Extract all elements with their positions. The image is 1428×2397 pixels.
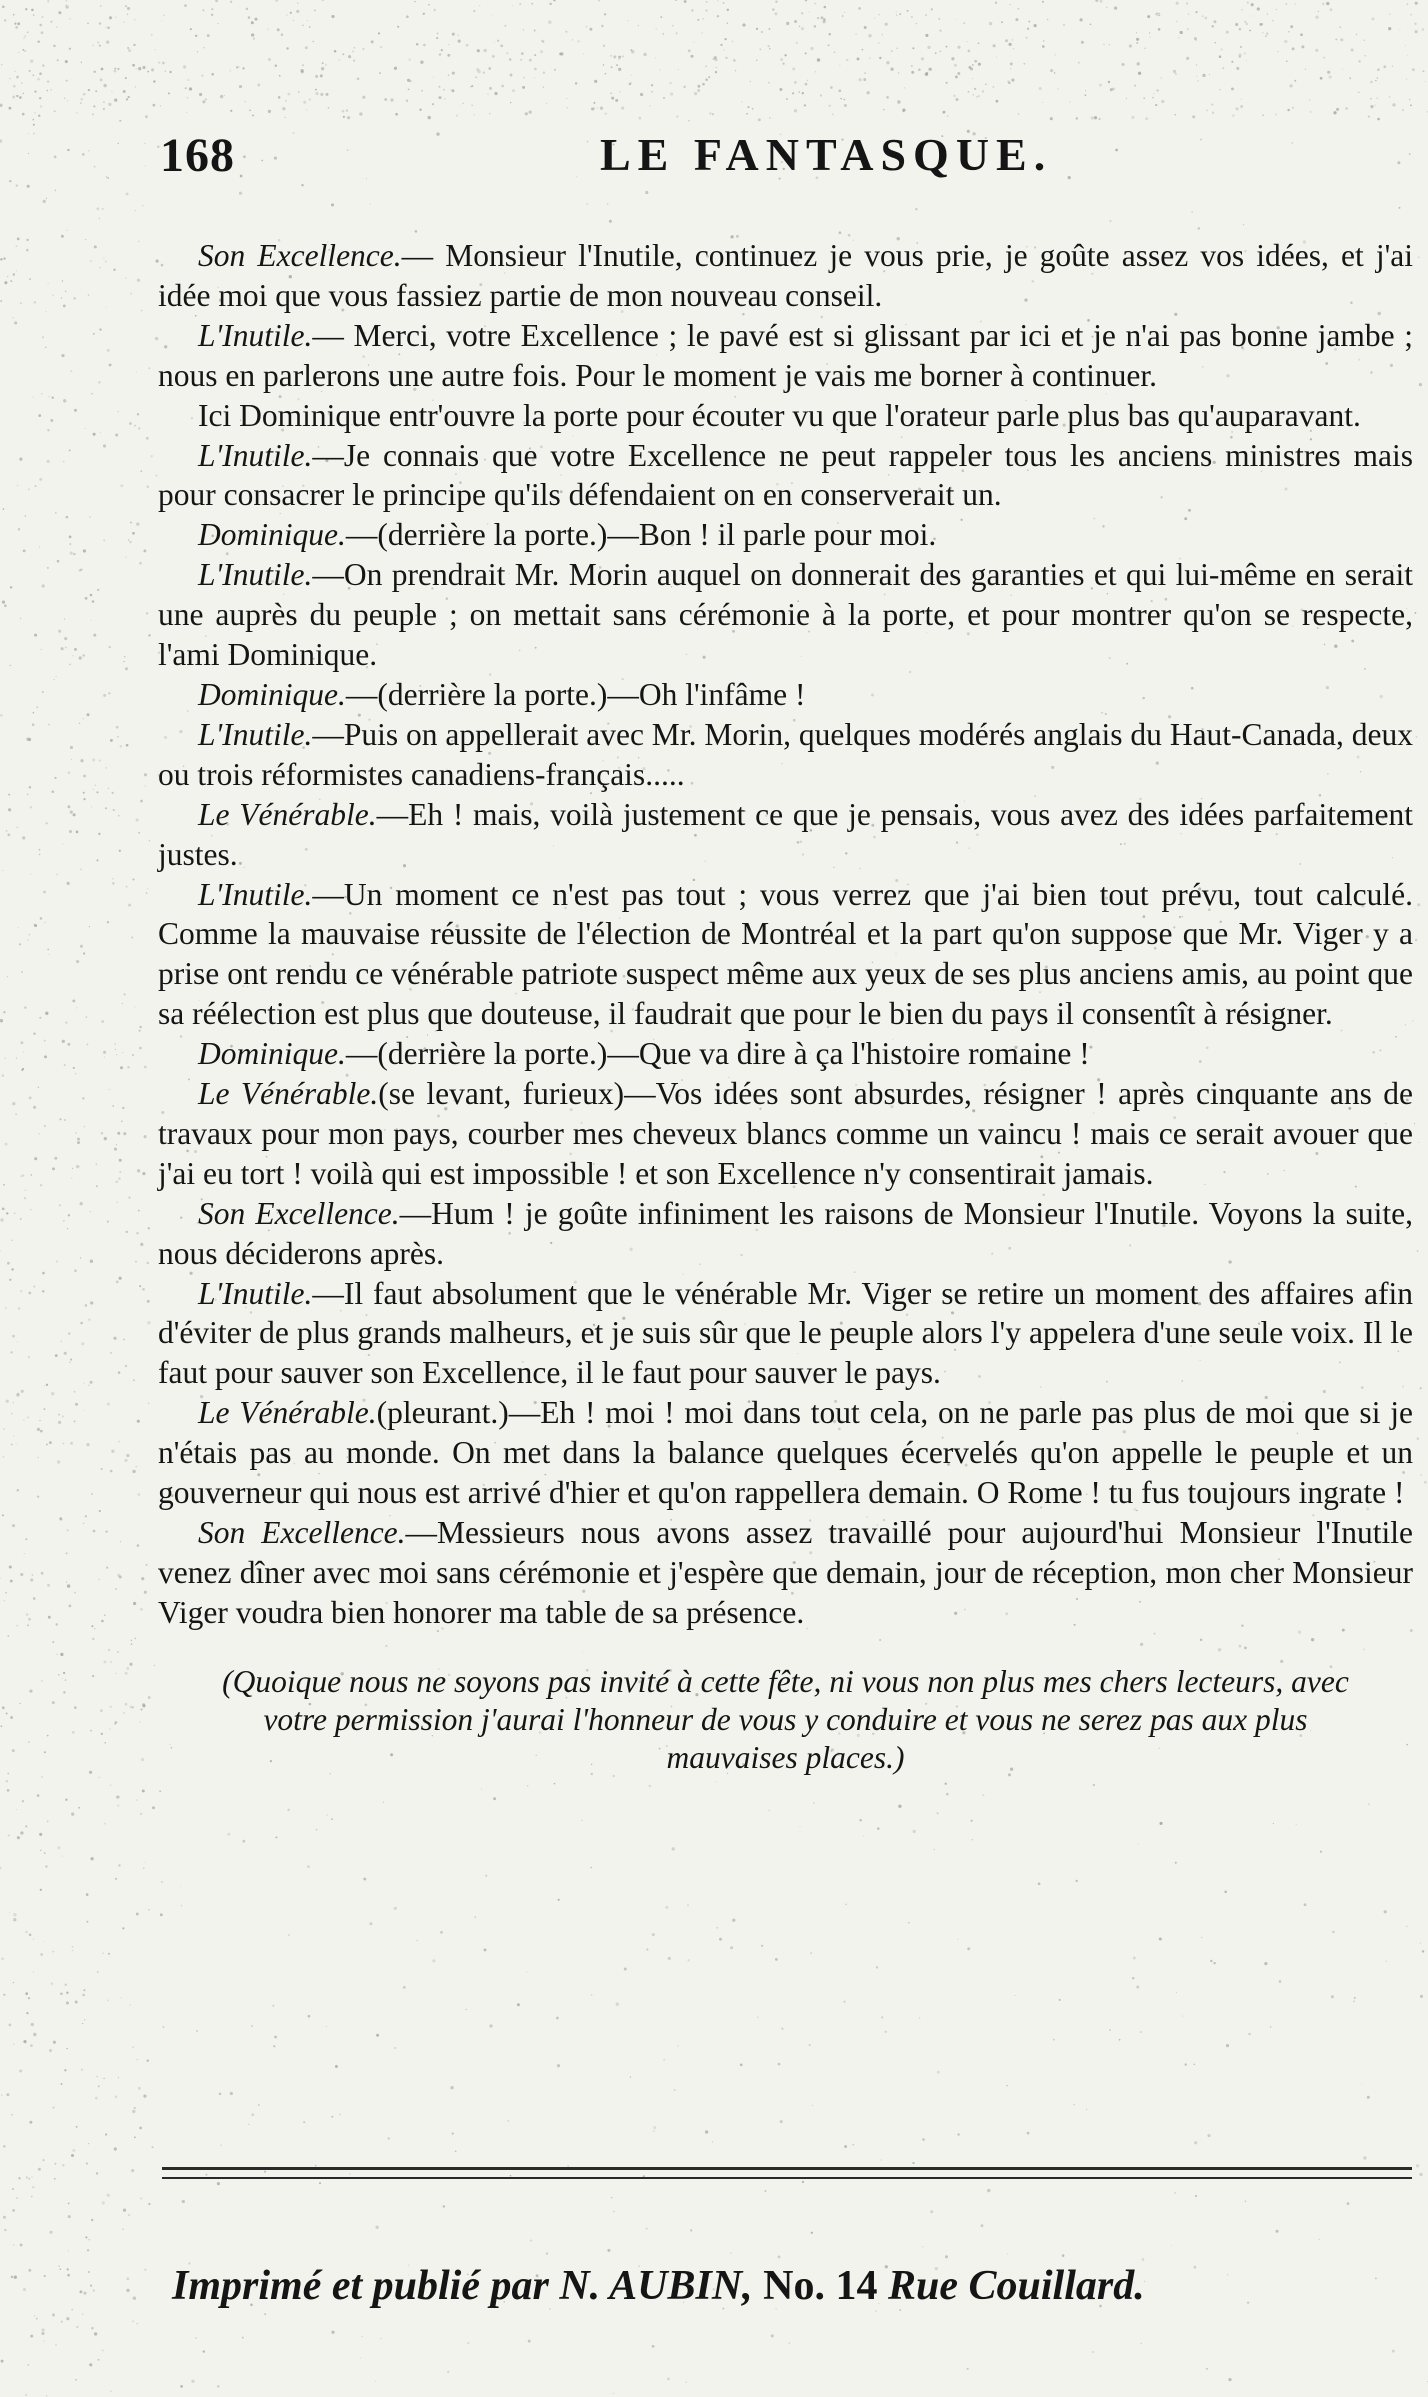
speaker-name: Dominique.	[198, 517, 346, 553]
speaker-name: Son Excellence.	[198, 238, 402, 273]
dialogue-paragraph	[158, 1393, 1413, 1513]
paragraph-text: —Un moment ce n'est pas tout ; vous verrez que j'ai bien tout prévu, tout calculé. Comme la mauvaise réussite de l'élection de Montréal et la part qu'on suppose que Mr. Viger y a prise ont rendu ce vénérable patriote suspect même aux yeux de ses plus anciens amis, au point que sa réélection est plus que douteuse, il faudrait que pour le bien du pays il consentît à résigner.	[158, 876, 1413, 1032]
dialogue-paragraph	[158, 1513, 1413, 1633]
speaker-name: Le Vénérable.	[198, 1395, 377, 1431]
paragraph-text: —Messieurs nous avons assez travaillé pour aujourd'hui Monsieur l'Inutile venez dîner avec moi sans cérémonie et j'espère que demain, jour de réception, mon cher Monsieur Viger voudra bien honorer ma table de sa présence.	[158, 1515, 1413, 1630]
paragraph-text: — Monsieur l'Inutile, continuez je vous prie, je goûte assez vos idées, et j'ai idée moi que vous fassiez partie de mon nouveau conseil.	[158, 238, 1413, 313]
imprint-number: No. 14	[763, 2263, 878, 2309]
paragraph-text: (se levant, furieux)—Vos idées sont absurdes, résigner ! après cinquante ans de travaux pour mon pays, courber mes cheveux blancs comme un vaincu ! mais ce serait avouer que j'ai eu tort ! voilà qui est impossible ! et son Excellence n'y consentirait jamais.	[158, 1076, 1413, 1191]
dialogue-paragraph	[158, 1194, 1413, 1274]
dialogue-paragraph	[158, 555, 1413, 675]
page-header	[160, 128, 1300, 198]
dialogue-paragraph	[158, 715, 1413, 795]
paragraph-text: —Je connais que votre Excellence ne peut rappeler tous les anciens ministres mais pour consacrer le principe qu'ils défendaient on en conserverait un.	[158, 437, 1413, 513]
speaker-name: L'Inutile.	[198, 437, 313, 473]
paragraph-text: —Puis on appellerait avec Mr. Morin, quelques modérés anglais du Haut-Canada, deux ou trois réformistes canadiens-français.....	[158, 716, 1413, 792]
journal-title: LE FANTASQUE.	[600, 129, 1053, 180]
article-body	[158, 236, 1413, 1777]
paragraph-text: (pleurant.)—Eh ! moi ! moi dans tout cela, on ne parle pas plus de moi que si je n'étais pas au monde. On met dans la balance quelques écervelés qu'on appelle le peuple et un gouverneur qui nous est arrivé d'hier et qu'on rappellera demain. O Rome ! tu fus toujours ingrate !	[158, 1395, 1413, 1511]
speaker-name: Dominique.	[198, 676, 346, 712]
dialogue-paragraph	[158, 1074, 1413, 1194]
paragraph-text: —(derrière la porte.)—Bon ! il parle pour moi.	[345, 517, 937, 553]
closing-rule-thin	[162, 2177, 1412, 2179]
speaker-name: L'Inutile.	[198, 716, 313, 752]
speaker-name: L'Inutile.	[198, 557, 313, 593]
imprint-line	[172, 2260, 1422, 2312]
paragraph-text: — Merci, votre Excellence ; le pavé est si glissant par ici et je n'ai pas bonne jambe ; nous en parlerons une autre fois. Pour le moment je vais me borner à continuer.	[158, 317, 1413, 393]
imprint-street: Rue Couillard.	[888, 2263, 1145, 2309]
dialogue-paragraph	[158, 675, 1413, 715]
page-number: 168	[160, 129, 235, 182]
closing-rule-thick	[162, 2167, 1412, 2170]
dialogue-paragraph	[158, 795, 1413, 875]
speaker-name: Le Vénérable.	[198, 1076, 379, 1112]
dialogue-paragraph	[158, 236, 1413, 316]
paragraph-text: —Il faut absolument que le vénérable Mr. Viger se retire un moment des affaires afin d'éviter de plus grands malheurs, et je suis sûr que le peuple alors l'y appelera d'une seule voix. Il le faut pour sauver son Excellence, il le faut pour sauver le pays.	[158, 1275, 1413, 1391]
dialogue-paragraph	[158, 436, 1413, 516]
paragraph-text: —On prendrait Mr. Morin auquel on donnerait des garanties et qui lui-même en serait une auprès du peuple ; on mettait sans cérémonie à la porte, et pour montrer qu'on se respecte, l'ami Dominique.	[158, 557, 1413, 673]
dialogue-paragraph	[158, 1274, 1413, 1394]
dialogue-paragraph	[158, 396, 1413, 436]
dialogue-paragraph	[158, 875, 1413, 1035]
editor-note: (Quoique nous ne soyons pas invité à cette fête, ni vous non plus mes chers lecteurs, avec votre permission j'aurai l'honneur de vous y conduire et vous ne serez pas aux plus mauvaises places.)	[222, 1663, 1349, 1775]
speaker-name: L'Inutile.	[198, 1275, 313, 1311]
speaker-name: Son Excellence.	[198, 1195, 400, 1231]
paragraph-text: —Hum ! je goûte infiniment les raisons de Monsieur l'Inutile. Voyons la suite, nous déciderons après.	[158, 1195, 1413, 1271]
paragraph-text: Ici Dominique entr'ouvre la porte pour écouter vu que l'orateur parle plus bas qu'auparavant.	[198, 397, 1361, 433]
speaker-name: L'Inutile.	[198, 317, 313, 353]
paragraph-text: —Eh ! mais, voilà justement ce que je pensais, vous avez des idées parfaitement justes.	[158, 796, 1413, 872]
imprint-prefix: Imprimé et publié par	[172, 2263, 549, 2309]
dialogue-paragraph	[158, 515, 1413, 555]
speaker-name: L'Inutile.	[198, 876, 313, 912]
speaker-name: Dominique.	[198, 1036, 346, 1072]
paragraph-text: —(derrière la porte.)—Oh l'infâme !	[345, 676, 806, 712]
dialogue-paragraph	[158, 316, 1413, 396]
imprint-printer: N. AUBIN,	[559, 2263, 753, 2309]
dialogue-paragraphs	[158, 236, 1413, 1633]
dialogue-paragraph	[158, 1034, 1413, 1074]
paragraph-text: —(derrière la porte.)—Que va dire à ça l'histoire romaine !	[345, 1036, 1090, 1072]
speaker-name: Le Vénérable.	[198, 796, 377, 832]
speaker-name: Son Excellence.	[198, 1515, 406, 1550]
